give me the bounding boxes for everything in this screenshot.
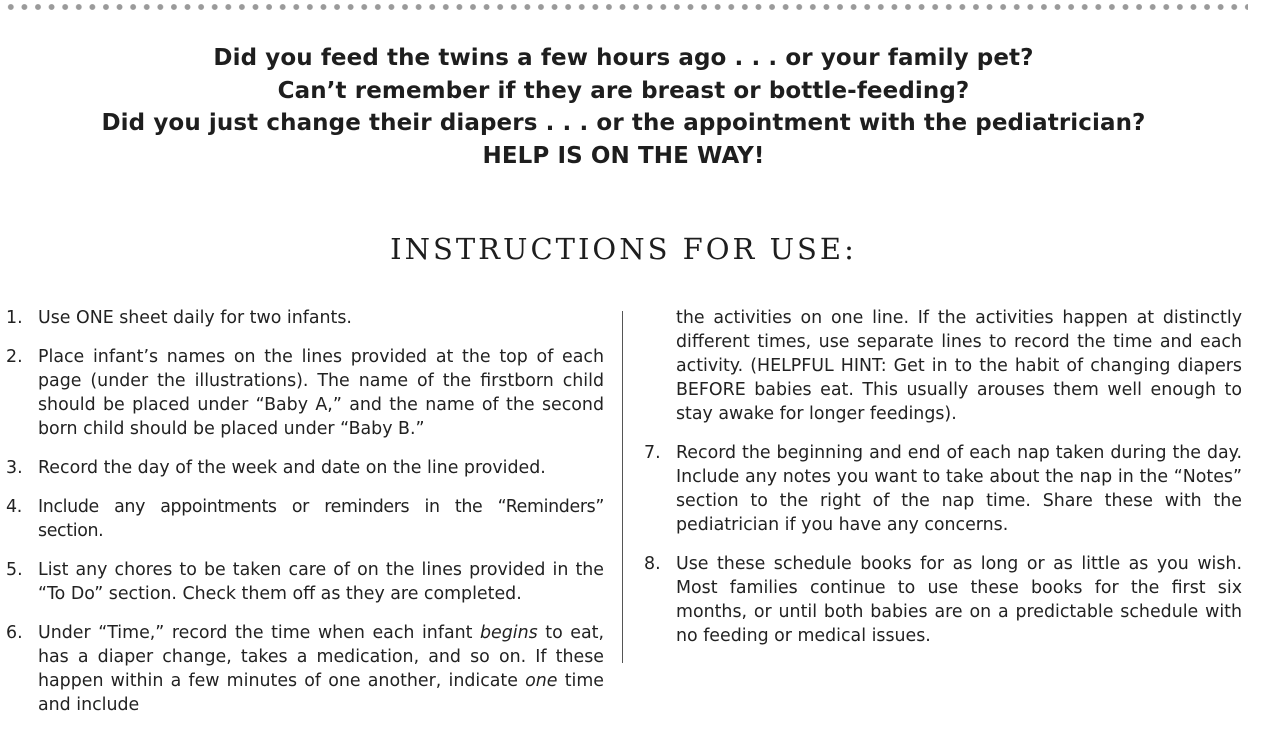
section-title: INSTRUCTIONS FOR USE: xyxy=(390,232,857,266)
item-text-part: Under “Time,” record the time when each infant xyxy=(38,623,481,643)
item-text-emphasis: begins xyxy=(480,623,538,643)
item-number: 4. xyxy=(6,497,22,517)
instruction-item-3 xyxy=(4,456,604,480)
dotted-border xyxy=(4,2,1248,12)
item-number: 8. xyxy=(644,554,661,574)
item-number: 5. xyxy=(6,560,23,580)
item-text-part: time and include xyxy=(38,671,604,715)
item-text: Include any appointments or reminders in the “Reminders” section. xyxy=(38,497,604,541)
intro-line-3: Did you just change their diapers . . . or the appointment with the pediatrician? xyxy=(101,110,1146,136)
instructions-right-column xyxy=(642,306,1242,663)
intro-line-4: HELP IS ON THE WAY! xyxy=(482,142,765,169)
instruction-item-8 xyxy=(642,552,1242,648)
intro-heading xyxy=(0,42,1247,172)
instruction-item-5 xyxy=(4,558,604,606)
item-number: 2. xyxy=(6,347,23,367)
item-text-emphasis: one xyxy=(525,671,558,691)
intro-line-2: Can’t remember if they are breast or bottle-feeding? xyxy=(277,77,970,104)
item-text-part: to eat, has a diaper change, takes a medication, and so on. If these happen within a few minutes of one another, indicate xyxy=(38,623,605,691)
instruction-item-6-continuation: the activities on one line. If the activities happen at distinctly different times, use separate lines to record the time and each activity. (HELPFUL HINT: Get in to the habit of changing diapers BEFORE babies eat. This usually arouses them well enough to stay awake for longer feedings). xyxy=(676,308,1242,424)
item-text: Use these schedule books for as long or as little as you wish. Most families continue to use these books for the first six months, or until both babies are on a predictable schedule with no feeding or medical issues. xyxy=(676,554,1242,646)
column-divider xyxy=(622,311,623,663)
item-number: 6. xyxy=(6,623,23,643)
item-number: 1. xyxy=(6,308,23,328)
item-text: Record the day of the week and date on the line provided. xyxy=(38,458,546,478)
item-number: 3. xyxy=(6,458,23,478)
instruction-item-4 xyxy=(4,495,604,543)
item-text: Record the beginning and end of each nap taken during the day. Include any notes you want to take about the nap in the “Notes” section to the right of the nap time. Share these with the pediatrician if you have any concerns. xyxy=(676,443,1242,535)
instruction-item-7 xyxy=(642,441,1242,537)
instruction-item-1 xyxy=(4,306,604,330)
item-number: 7. xyxy=(644,443,661,463)
instructions-left-column xyxy=(4,306,604,732)
item-text: Place infant’s names on the lines provided at the top of each page (under the illustrations). The name of the firstborn child should be placed under “Baby A,” and the name of the second born child should be placed under “Baby B.” xyxy=(38,347,604,439)
instruction-item-6 xyxy=(4,621,604,717)
intro-line-1: Did you feed the twins a few hours ago . . . or your family pet? xyxy=(213,45,1034,71)
instruction-item-2 xyxy=(4,345,604,441)
item-text: List any chores to be taken care of on the lines provided in the “To Do” section. Check them off as they are completed. xyxy=(38,560,604,604)
item-text: Use ONE sheet daily for two infants. xyxy=(38,308,352,328)
